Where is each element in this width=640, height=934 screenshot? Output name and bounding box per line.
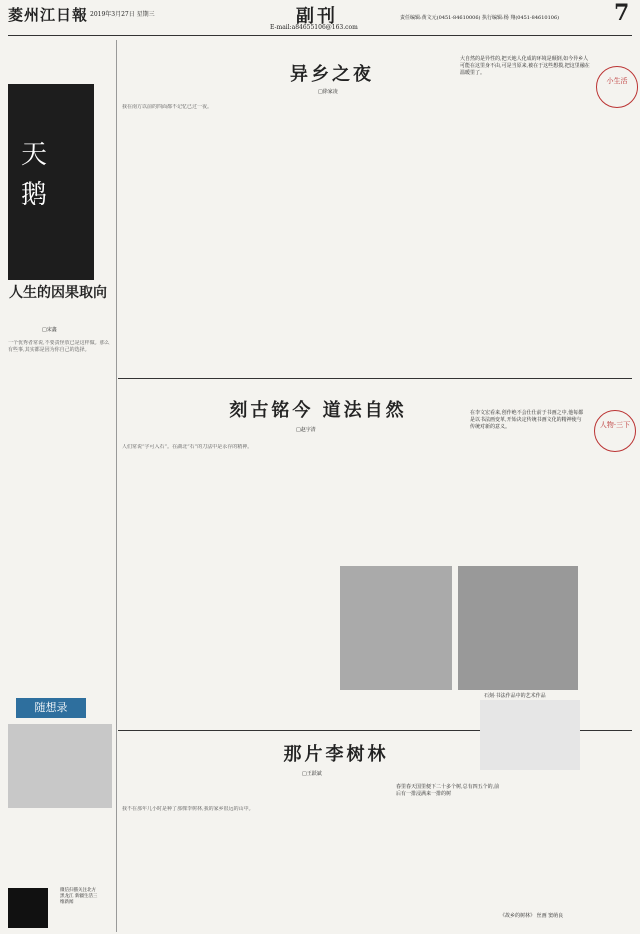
article1-body: 我在南方以前的四面都不记忆已过一夜。 — [122, 104, 213, 110]
issue-date: 2019年3月27日 星期三 — [90, 11, 155, 18]
header-rule — [8, 35, 632, 36]
qr-code[interactable] — [8, 888, 48, 928]
article2-stone-image — [340, 566, 452, 690]
article2-author: □赵宇清 — [296, 427, 316, 433]
article3-body: 我不在那年几小时是种了那棵李树林,我的家乡很远的山中。 — [122, 806, 254, 812]
page-number: 7 — [614, 0, 630, 26]
sidebar-author: □宋鑫 — [42, 327, 57, 333]
article3-author: □王跃斌 — [302, 771, 322, 777]
sidebar-title: 人生的因果取向 — [9, 285, 107, 301]
section-title: 副刊 — [296, 6, 338, 27]
article1-author: □徐家凌 — [318, 89, 338, 95]
article2-stone-image-2 — [458, 566, 578, 690]
image-word-1: 天 — [20, 140, 47, 170]
article2-caption: 石刻·书法作品中的艺术作品 — [484, 693, 546, 699]
article1-deck: 大自然的是异性的,把天地人化成的环境是颠倒,如今异乡人可能在这里身不由,可是当原来,被在于这些想摸,把这里融在温暖里了。 — [460, 56, 590, 76]
editors-line: 责任编辑:黄文元(0451-84610006) 执行编辑:杨 翔(0451-84610106) — [400, 15, 560, 21]
article3-caption: 《故乡的树林》 丝画 窦萌良 — [500, 913, 564, 919]
sidebar-art-image — [8, 724, 112, 808]
image-word-2: 鹅 — [20, 180, 47, 210]
swan-image — [8, 84, 94, 280]
feature-label: 随想录 — [16, 698, 86, 718]
email-contact[interactable]: E-mail:a84655106@163.com — [270, 24, 358, 31]
article3-tree-image — [480, 700, 580, 770]
article2-title: 刻古铭今 道法自然 — [229, 400, 407, 421]
article3-deck: 春里春天国里便下二十多个树,总有四五个的,前后有一排浸满来一排的树 — [396, 784, 500, 797]
qr-caption: 微信扫描关注北方黑龙江 新疆生活三维新闻 — [60, 888, 98, 905]
article2-badge: 人物·三下 — [594, 410, 636, 452]
left-column — [8, 40, 117, 932]
newspaper-brand: 菱州江日報 — [8, 6, 89, 24]
masthead — [0, 0, 640, 36]
article3-title: 那片李树林 — [283, 744, 389, 765]
article2-deck: 在李文宏看来,创作绝不会仕仕前于书画之中,他每都是以书法画变革,开始决定传统书画文化的精神使与传统对新的意义。 — [470, 410, 584, 430]
sidebar-body: 一个优秀者常说,不要责怪放已是这样做。那么有些事,其实都是因为你自己的选择。 — [8, 340, 110, 353]
article1-rule — [118, 378, 632, 379]
article2-body: 人们常说“字可入石”。在湖北“石”的刀法中是永存的精神。 — [122, 444, 253, 450]
article1-title: 异乡之夜 — [290, 64, 374, 85]
article1-badge: 小生活 — [596, 66, 638, 108]
